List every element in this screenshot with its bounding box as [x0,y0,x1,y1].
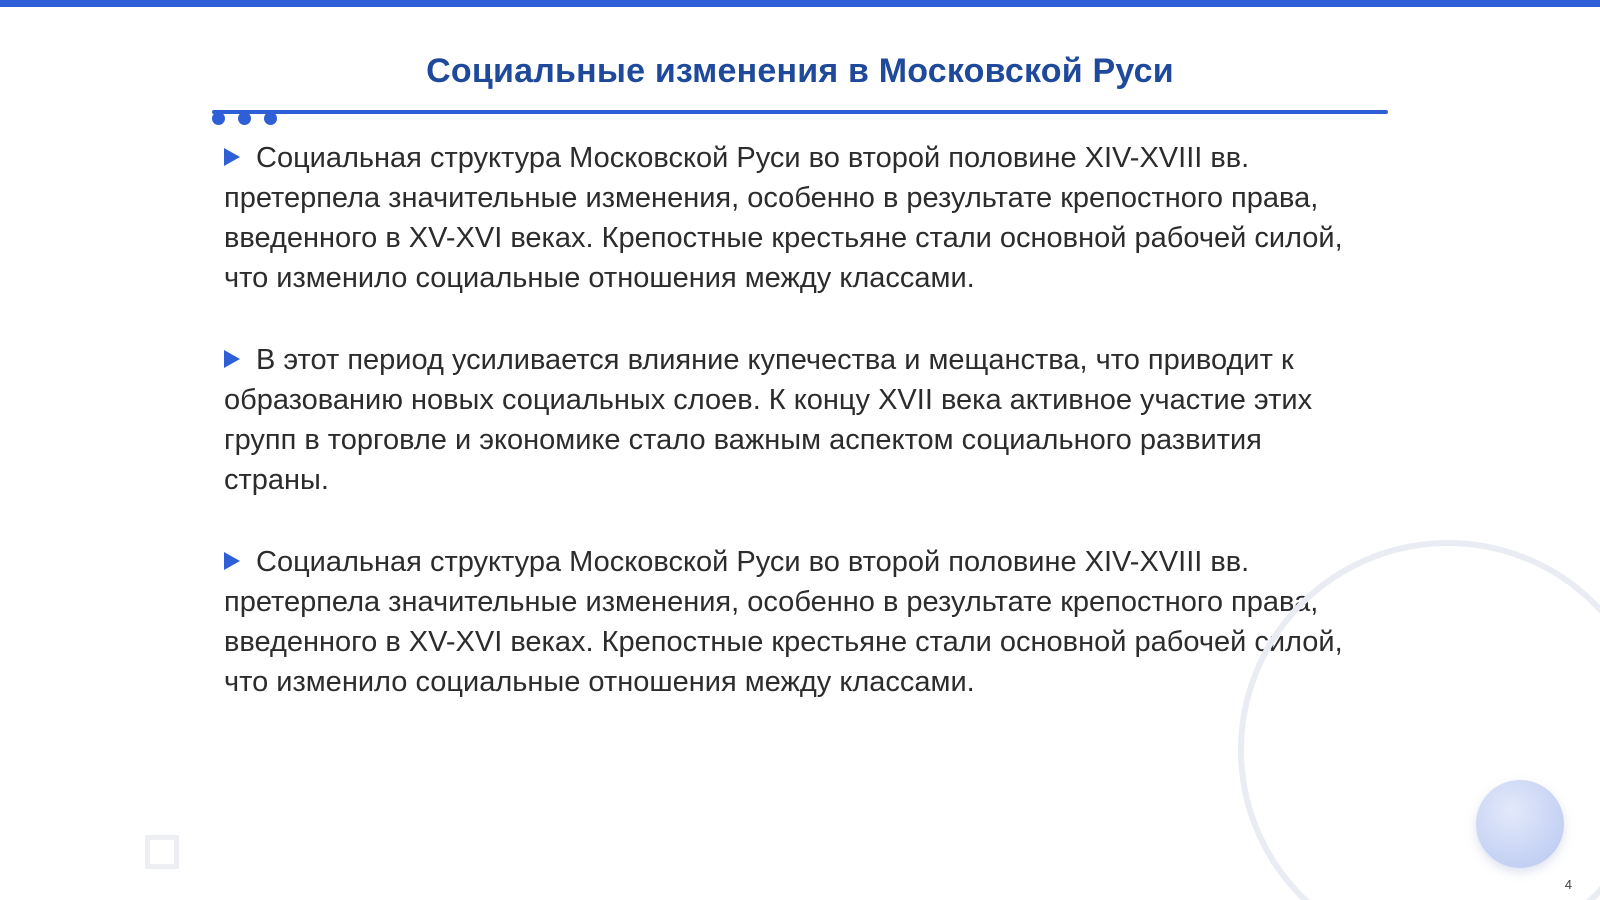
decorative-square [145,835,179,869]
bullet-item [224,138,1364,298]
slide-body [224,138,1364,744]
bullet-text: Социальная структура Московской Руси во второй половине XIV-XVIII вв. претерпела значительные изменения, особенно в результате крепостного права, введенного в XV-XVI веках. Крепостные крестьяне стали основной рабочей силой, что изменило социальные отношения между классами. [224,546,1343,698]
title-dot [212,112,225,125]
triangle-right-icon [224,552,240,570]
title-dot [238,112,251,125]
bullet-text: В этот период усиливается влияние купечества и мещанства, что приводит к образованию новых социальных слоев. К концу XVII века активное участие этих групп в торговле и экономике стало важным аспектом социального развития страны. [224,344,1313,496]
triangle-right-icon [224,350,240,368]
triangle-right-icon [224,148,240,166]
top-accent-bar [0,0,1600,7]
page-number: 4 [1564,877,1572,892]
bullet-item [224,340,1364,500]
title-underline [212,110,1388,114]
title-dot [264,112,277,125]
bullet-text: Социальная структура Московской Руси во второй половине XIV-XVIII вв. претерпела значительные изменения, особенно в результате крепостного права, введенного в XV-XVI веках. Крепостные крестьяне стали основной рабочей силой, что изменило социальные отношения между классами. [224,142,1343,294]
slide-title: Социальные изменения в Московской Руси [426,52,1174,90]
decorative-circle [1476,780,1564,868]
bullet-item [224,542,1364,702]
